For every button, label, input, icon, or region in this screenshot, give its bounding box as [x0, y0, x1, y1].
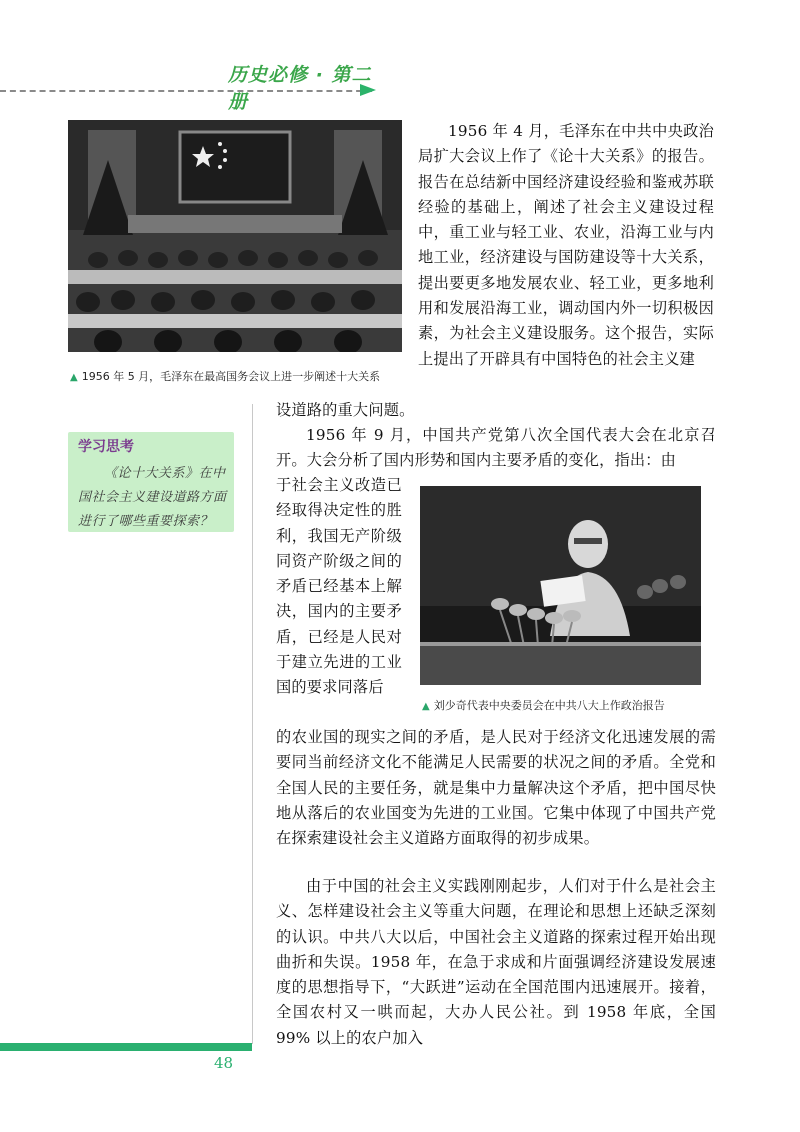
header-divider: [0, 90, 372, 92]
paragraph-ten-relations-end: 设道路的重大问题。: [276, 401, 415, 419]
paragraph-eighth-congress-start: 1956 年 9 月，中国共产党第八次全国代表大会在北京召开。大会分析了国内形势和国内主要矛盾的变化，指出：由: [276, 426, 716, 470]
photo1-caption: [70, 368, 380, 384]
book-title: 历史必修 · 第二册: [228, 64, 372, 113]
photo-liu-shaoqi-report: [420, 486, 701, 685]
paragraph-eighth-congress-end: 的农业国的现实之间的矛盾，是人民对于经济文化迅速发展的需要同当前经济文化不能满足人民需要的状况之间的矛盾。全党和全国人民的主要任务，就是集中力量解决这个矛盾，把中国尽快地从落后的农业国变为先进的工业国。它集中体现了中国共产党在探索建设社会主义道路方面取得的初步成果。: [276, 728, 716, 848]
photo2-caption-text: 刘少奇代表中央委员会在中共八大上作政治报告: [433, 699, 665, 712]
paragraph-eighth-congress-mid: 于社会主义改造已经取得决定性的胜利，我国无产阶级同资产阶级之间的矛盾已经基本上解决，国内的主要矛盾，已经是人民对于建立先进的工业国的要求同落后: [276, 476, 402, 697]
column-divider: [252, 404, 253, 1044]
caption-triangle-icon: ▲: [70, 372, 78, 383]
header-arrow-icon: [360, 84, 376, 96]
study-question-text: 《论十大关系》在中国社会主义建设道路方面进行了哪些重要探索？: [78, 466, 227, 529]
photo1-caption-text: 1956 年 5 月，毛泽东在最高国务会议上进一步阐述十大关系: [81, 370, 381, 383]
photo-supreme-state-conference: [68, 120, 402, 352]
paragraph-ten-relations: 1956 年 4 月，毛泽东在中共中央政治局扩大会议上作了《论十大关系》的报告。报告在总结新中国经济建设经验和鉴戒苏联经验的基础上，阐述了社会主义建设过程中，重工业与轻工业、农业，沿海工业与内地工业，经济建设与国防建设等十大关系，提出要更多地发展农业、轻工业，更多地利用和发展沿海工业，调动国内外一切积极因素，为社会主义建设服务。这个报告，实际上提出了开辟具有中国特色的社会主义建: [418, 122, 714, 368]
footer-bar: [0, 1043, 252, 1051]
photo2-caption: [422, 697, 665, 713]
page-number: 48: [214, 1054, 234, 1072]
study-question-title: 学习思考: [78, 439, 134, 455]
paragraph-great-leap: 由于中国的社会主义实践刚刚起步，人们对于什么是社会主义、怎样建设社会主义等重大问题，在理论和思想上还缺乏深刻的认识。中共八大以后，中国社会主义道路的探索过程开始出现曲折和失误。1958 年，在急于求成和片面强调经济建设发展速度的思想指导下，“大跃进”运动在全国范围内迅速展开。接着，全国农村又一哄而起，大办人民公社。到 1958 年底，全国 99% 以上的农户加入: [276, 877, 716, 1047]
caption-triangle-icon: ▲: [422, 701, 430, 712]
study-question-box: [68, 432, 234, 532]
